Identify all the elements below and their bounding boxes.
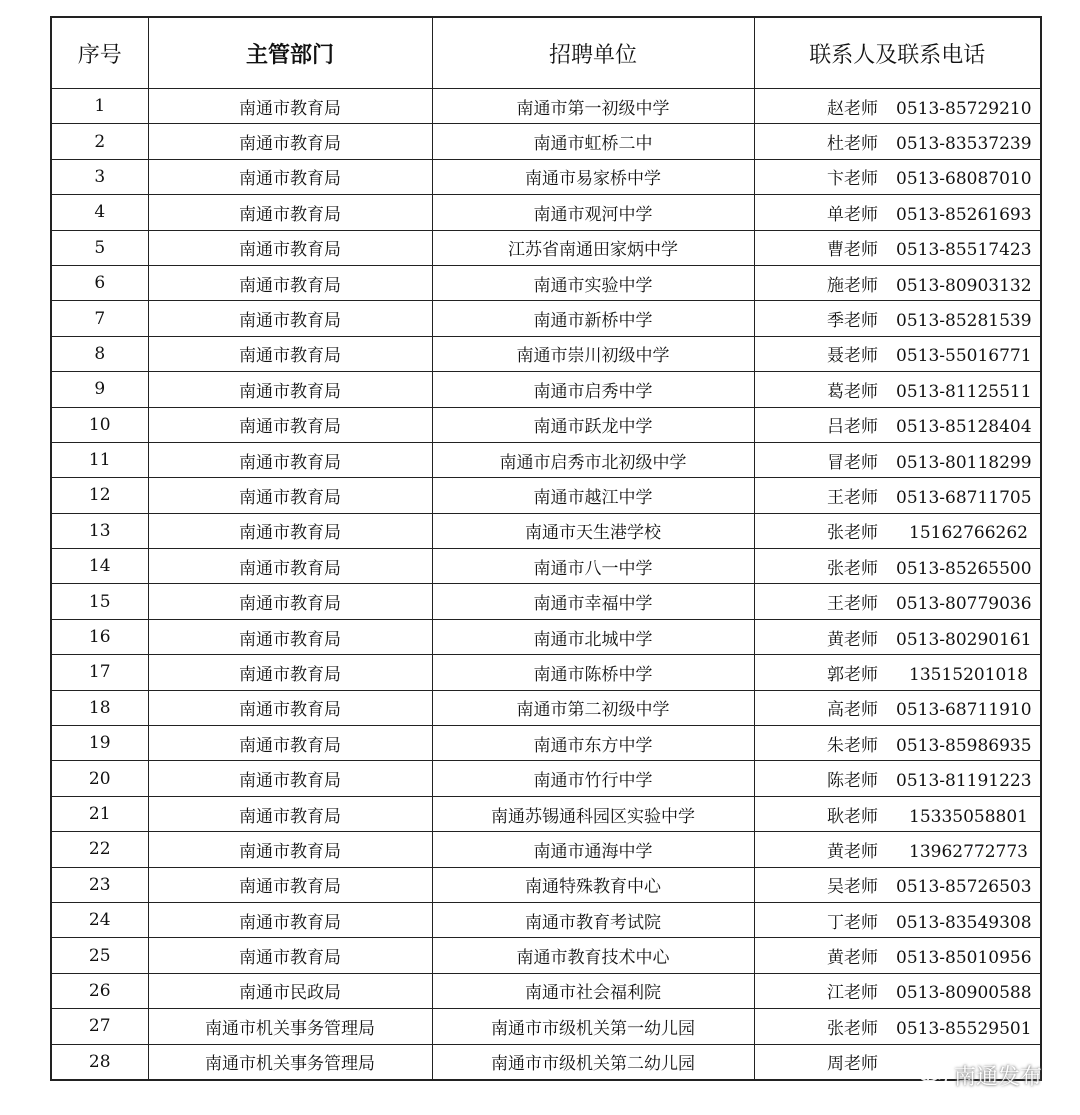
cell-no: 14 bbox=[51, 549, 148, 584]
cell-dept: 南通市民政局 bbox=[148, 973, 432, 1008]
cell-no: 26 bbox=[51, 973, 148, 1008]
contact-name: 曹老师 bbox=[827, 240, 878, 261]
header-unit: 招聘单位 bbox=[432, 17, 754, 89]
cell-no: 18 bbox=[51, 690, 148, 725]
contact-name: 周老师 bbox=[827, 1054, 878, 1075]
cell-unit: 南通市易家桥中学 bbox=[432, 159, 754, 194]
contact-phone: 0513-85517423 bbox=[896, 240, 1032, 261]
table-header bbox=[51, 17, 1041, 89]
table-row bbox=[51, 726, 1041, 761]
cell-dept: 南通市机关事务管理局 bbox=[148, 1044, 432, 1080]
document-page bbox=[50, 16, 1040, 1081]
cell-dept: 南通市教育局 bbox=[148, 265, 432, 300]
cell-dept: 南通市教育局 bbox=[148, 867, 432, 902]
cell-dept: 南通市教育局 bbox=[148, 124, 432, 159]
cell-no: 17 bbox=[51, 655, 148, 690]
cell-contact bbox=[754, 89, 1041, 124]
contact-name: 郭老师 bbox=[827, 664, 878, 685]
contact-phone: 0513-83537239 bbox=[896, 134, 1032, 155]
cell-dept: 南通市教育局 bbox=[148, 549, 432, 584]
contact-table bbox=[50, 16, 1042, 1081]
cell-dept: 南通市教育局 bbox=[148, 761, 432, 796]
cell-no: 6 bbox=[51, 265, 148, 300]
cell-no: 1 bbox=[51, 89, 148, 124]
table-row bbox=[51, 89, 1041, 124]
table-row bbox=[51, 265, 1041, 300]
table-row bbox=[51, 124, 1041, 159]
contact-name: 施老师 bbox=[827, 275, 878, 296]
cell-unit: 南通市八一中学 bbox=[432, 549, 754, 584]
contact-phone: 0513-85726503 bbox=[896, 877, 1032, 898]
cell-dept: 南通市教育局 bbox=[148, 442, 432, 477]
watermark bbox=[918, 1060, 1042, 1091]
cell-unit: 南通市第二初级中学 bbox=[432, 690, 754, 725]
contact-name: 耿老师 bbox=[827, 806, 878, 827]
cell-dept: 南通市教育局 bbox=[148, 230, 432, 265]
header-dept: 主管部门 bbox=[148, 17, 432, 89]
wechat-icon bbox=[918, 1063, 948, 1089]
cell-contact bbox=[754, 301, 1041, 336]
cell-dept: 南通市教育局 bbox=[148, 584, 432, 619]
contact-name: 张老师 bbox=[827, 523, 878, 544]
contact-name: 卞老师 bbox=[827, 169, 878, 190]
table-row bbox=[51, 301, 1041, 336]
cell-no: 28 bbox=[51, 1044, 148, 1080]
cell-no: 13 bbox=[51, 513, 148, 548]
cell-contact bbox=[754, 372, 1041, 407]
cell-no: 5 bbox=[51, 230, 148, 265]
contact-name: 吴老师 bbox=[827, 877, 878, 898]
cell-no: 22 bbox=[51, 832, 148, 867]
table-row bbox=[51, 195, 1041, 230]
cell-contact bbox=[754, 513, 1041, 548]
cell-contact bbox=[754, 655, 1041, 690]
cell-dept: 南通市教育局 bbox=[148, 336, 432, 371]
table-row bbox=[51, 478, 1041, 513]
contact-phone: 0513-80290161 bbox=[896, 629, 1032, 650]
cell-dept: 南通市教育局 bbox=[148, 407, 432, 442]
contact-name: 葛老师 bbox=[827, 381, 878, 402]
cell-no: 9 bbox=[51, 372, 148, 407]
cell-contact bbox=[754, 265, 1041, 300]
cell-unit: 南通市虹桥二中 bbox=[432, 124, 754, 159]
contact-phone: 0513-68711910 bbox=[896, 700, 1032, 721]
cell-contact bbox=[754, 124, 1041, 159]
table-row bbox=[51, 513, 1041, 548]
cell-unit: 南通市新桥中学 bbox=[432, 301, 754, 336]
cell-no: 7 bbox=[51, 301, 148, 336]
cell-contact bbox=[754, 690, 1041, 725]
cell-no: 24 bbox=[51, 902, 148, 937]
table-body bbox=[51, 89, 1041, 1080]
cell-dept: 南通市教育局 bbox=[148, 796, 432, 831]
contact-phone: 0513-85261693 bbox=[896, 204, 1032, 225]
table-row bbox=[51, 159, 1041, 194]
table-row bbox=[51, 442, 1041, 477]
cell-unit: 南通市幸福中学 bbox=[432, 584, 754, 619]
table-row bbox=[51, 372, 1041, 407]
cell-unit: 南通市竹行中学 bbox=[432, 761, 754, 796]
contact-phone: 15335058801 bbox=[909, 806, 1028, 827]
cell-contact bbox=[754, 336, 1041, 371]
contact-name: 吕老师 bbox=[827, 417, 878, 438]
cell-contact bbox=[754, 159, 1041, 194]
cell-no: 16 bbox=[51, 619, 148, 654]
watermark-text: 南通发布 bbox=[953, 1065, 1042, 1090]
cell-contact bbox=[754, 902, 1041, 937]
cell-unit: 南通市陈桥中学 bbox=[432, 655, 754, 690]
cell-dept: 南通市教育局 bbox=[148, 478, 432, 513]
cell-no: 20 bbox=[51, 761, 148, 796]
cell-unit: 南通市实验中学 bbox=[432, 265, 754, 300]
table-row bbox=[51, 230, 1041, 265]
cell-unit: 江苏省南通田家炳中学 bbox=[432, 230, 754, 265]
cell-contact bbox=[754, 478, 1041, 513]
cell-contact bbox=[754, 796, 1041, 831]
contact-phone: 0513-85281539 bbox=[896, 311, 1032, 332]
cell-no: 21 bbox=[51, 796, 148, 831]
cell-unit: 南通市观河中学 bbox=[432, 195, 754, 230]
cell-dept: 南通市教育局 bbox=[148, 938, 432, 973]
table-row bbox=[51, 1009, 1041, 1044]
cell-unit: 南通特殊教育中心 bbox=[432, 867, 754, 902]
table-row bbox=[51, 973, 1041, 1008]
contact-name: 杜老师 bbox=[827, 134, 878, 155]
cell-contact bbox=[754, 549, 1041, 584]
contact-name: 高老师 bbox=[827, 700, 878, 721]
contact-name: 季老师 bbox=[827, 311, 878, 332]
contact-name: 冒老师 bbox=[827, 452, 878, 473]
cell-dept: 南通市教育局 bbox=[148, 301, 432, 336]
cell-dept: 南通市教育局 bbox=[148, 726, 432, 761]
contact-phone: 0513-83549308 bbox=[896, 912, 1032, 933]
table-row bbox=[51, 832, 1041, 867]
contact-name: 单老师 bbox=[827, 204, 878, 225]
cell-contact bbox=[754, 761, 1041, 796]
cell-unit: 南通市市级机关第一幼儿园 bbox=[432, 1009, 754, 1044]
contact-phone: 0513-85986935 bbox=[896, 735, 1032, 756]
contact-phone: 13962772773 bbox=[909, 841, 1028, 862]
cell-unit: 南通市社会福利院 bbox=[432, 973, 754, 1008]
contact-name: 黄老师 bbox=[827, 629, 878, 650]
cell-contact bbox=[754, 584, 1041, 619]
cell-unit: 南通苏锡通科园区实验中学 bbox=[432, 796, 754, 831]
table-row bbox=[51, 1044, 1041, 1080]
cell-unit: 南通市崇川初级中学 bbox=[432, 336, 754, 371]
cell-no: 19 bbox=[51, 726, 148, 761]
cell-contact bbox=[754, 619, 1041, 654]
cell-unit: 南通市教育考试院 bbox=[432, 902, 754, 937]
cell-no: 12 bbox=[51, 478, 148, 513]
cell-no: 11 bbox=[51, 442, 148, 477]
cell-no: 2 bbox=[51, 124, 148, 159]
cell-contact bbox=[754, 195, 1041, 230]
cell-contact bbox=[754, 867, 1041, 902]
cell-contact bbox=[754, 938, 1041, 973]
contact-phone: 0513-55016771 bbox=[896, 346, 1032, 367]
contact-phone: 13515201018 bbox=[909, 664, 1028, 685]
contact-name: 陈老师 bbox=[827, 771, 878, 792]
cell-dept: 南通市教育局 bbox=[148, 159, 432, 194]
table-row bbox=[51, 761, 1041, 796]
contact-name: 江老师 bbox=[827, 983, 878, 1004]
cell-unit: 南通市东方中学 bbox=[432, 726, 754, 761]
cell-contact bbox=[754, 973, 1041, 1008]
contact-name: 朱老师 bbox=[827, 735, 878, 756]
contact-phone: 0513-80779036 bbox=[896, 594, 1032, 615]
header-contact: 联系人及联系电话 bbox=[754, 17, 1041, 89]
cell-no: 27 bbox=[51, 1009, 148, 1044]
contact-name: 黄老师 bbox=[827, 948, 878, 969]
cell-dept: 南通市教育局 bbox=[148, 655, 432, 690]
contact-name: 张老师 bbox=[827, 558, 878, 579]
header-no: 序号 bbox=[51, 17, 148, 89]
table-row bbox=[51, 549, 1041, 584]
table-row bbox=[51, 938, 1041, 973]
cell-dept: 南通市教育局 bbox=[148, 619, 432, 654]
cell-contact bbox=[754, 726, 1041, 761]
contact-phone: 0513-68087010 bbox=[896, 169, 1032, 190]
cell-no: 8 bbox=[51, 336, 148, 371]
cell-unit: 南通市天生港学校 bbox=[432, 513, 754, 548]
cell-unit: 南通市越江中学 bbox=[432, 478, 754, 513]
cell-dept: 南通市教育局 bbox=[148, 89, 432, 124]
cell-no: 25 bbox=[51, 938, 148, 973]
table-row bbox=[51, 690, 1041, 725]
cell-no: 15 bbox=[51, 584, 148, 619]
contact-name: 聂老师 bbox=[827, 346, 878, 367]
contact-phone: 15162766262 bbox=[909, 523, 1028, 544]
contact-phone: 0513-85729210 bbox=[896, 98, 1032, 119]
cell-unit: 南通市跃龙中学 bbox=[432, 407, 754, 442]
table-row bbox=[51, 902, 1041, 937]
contact-phone: 0513-85529501 bbox=[896, 1018, 1032, 1039]
contact-name: 张老师 bbox=[827, 1018, 878, 1039]
table-row bbox=[51, 407, 1041, 442]
cell-dept: 南通市教育局 bbox=[148, 195, 432, 230]
contact-name: 赵老师 bbox=[827, 98, 878, 119]
contact-phone: 0513-80900588 bbox=[896, 983, 1032, 1004]
cell-contact bbox=[754, 442, 1041, 477]
cell-dept: 南通市教育局 bbox=[148, 372, 432, 407]
cell-unit: 南通市北城中学 bbox=[432, 619, 754, 654]
cell-contact bbox=[754, 230, 1041, 265]
contact-name: 黄老师 bbox=[827, 841, 878, 862]
contact-phone: 0513-85010956 bbox=[896, 948, 1032, 969]
cell-unit: 南通市教育技术中心 bbox=[432, 938, 754, 973]
table-row bbox=[51, 619, 1041, 654]
cell-dept: 南通市教育局 bbox=[148, 902, 432, 937]
contact-name: 丁老师 bbox=[827, 912, 878, 933]
cell-contact bbox=[754, 832, 1041, 867]
cell-dept: 南通市教育局 bbox=[148, 832, 432, 867]
contact-phone: 0513-85265500 bbox=[896, 558, 1032, 579]
cell-dept: 南通市机关事务管理局 bbox=[148, 1009, 432, 1044]
table-row bbox=[51, 655, 1041, 690]
cell-dept: 南通市教育局 bbox=[148, 513, 432, 548]
cell-unit: 南通市通海中学 bbox=[432, 832, 754, 867]
contact-name: 王老师 bbox=[827, 487, 878, 508]
contact-phone: 0513-85128404 bbox=[896, 417, 1032, 438]
cell-no: 4 bbox=[51, 195, 148, 230]
contact-name: 王老师 bbox=[827, 594, 878, 615]
cell-no: 3 bbox=[51, 159, 148, 194]
contact-phone: 0513-81125511 bbox=[896, 381, 1032, 402]
cell-dept: 南通市教育局 bbox=[148, 690, 432, 725]
cell-contact bbox=[754, 1009, 1041, 1044]
table-row bbox=[51, 867, 1041, 902]
contact-phone: 0513-80118299 bbox=[896, 452, 1032, 473]
table-row bbox=[51, 584, 1041, 619]
cell-unit: 南通市市级机关第二幼儿园 bbox=[432, 1044, 754, 1080]
cell-unit: 南通市第一初级中学 bbox=[432, 89, 754, 124]
contact-phone: 0513-81191223 bbox=[896, 771, 1032, 792]
cell-no: 23 bbox=[51, 867, 148, 902]
table-row bbox=[51, 336, 1041, 371]
contact-phone: 0513-80903132 bbox=[896, 275, 1032, 296]
table-row bbox=[51, 796, 1041, 831]
cell-unit: 南通市启秀市北初级中学 bbox=[432, 442, 754, 477]
header-row bbox=[51, 17, 1041, 89]
cell-unit: 南通市启秀中学 bbox=[432, 372, 754, 407]
cell-no: 10 bbox=[51, 407, 148, 442]
contact-phone: 0513-68711705 bbox=[896, 487, 1032, 508]
cell-contact bbox=[754, 407, 1041, 442]
